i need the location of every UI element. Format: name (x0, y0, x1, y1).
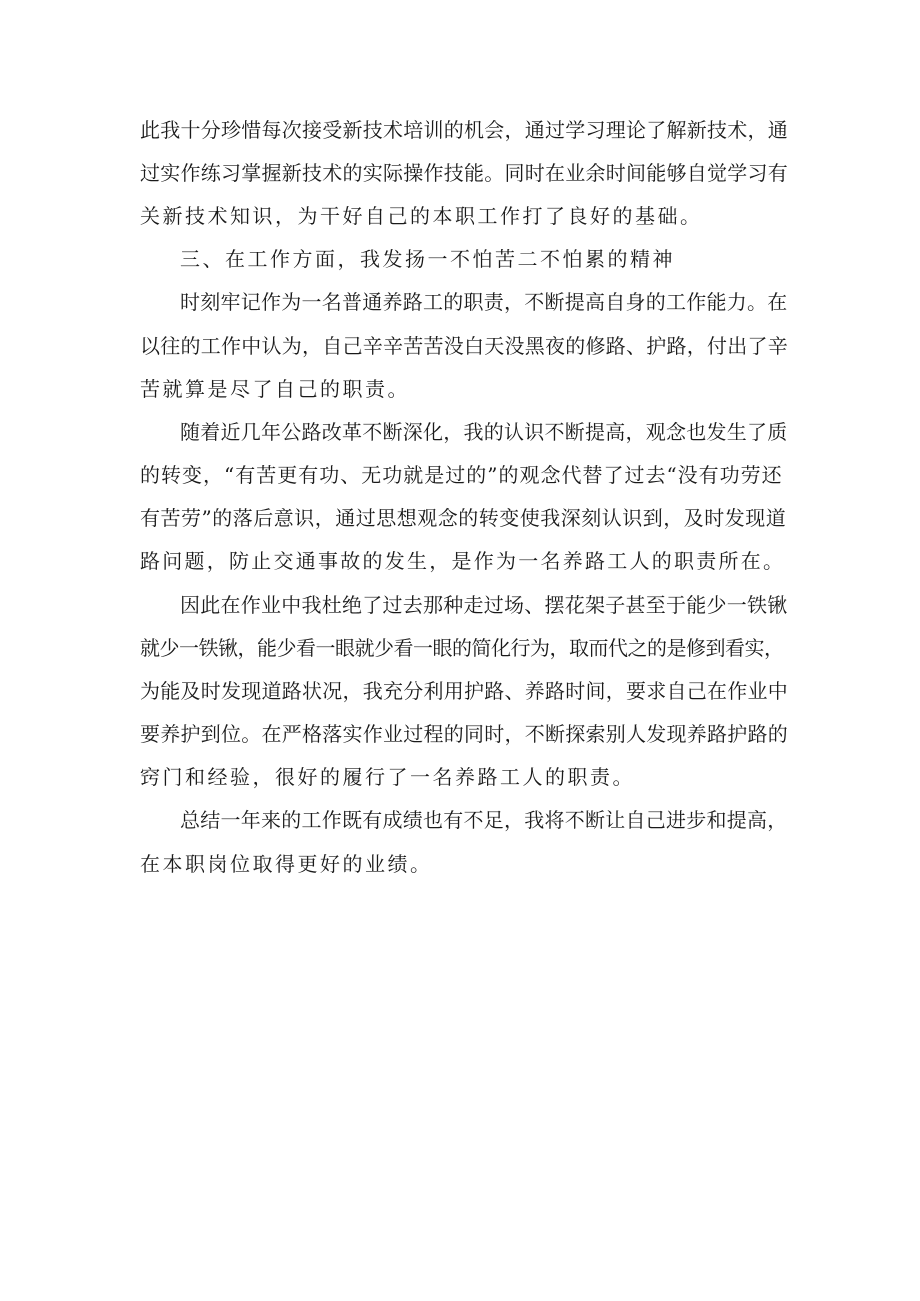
text-line: 在本职岗位取得更好的业绩。 (140, 852, 433, 876)
text-line: 关新技术知识，为干好自己的本职工作打了良好的基础。 (140, 204, 703, 228)
text-line: 有苦劳”的落后意识，通过思想观念的转变使我深刻认识到，及时发现道 (140, 506, 787, 530)
text-line: 随着近几年公路改革不断深化，我的认识不断提高，观念也发生了质 (180, 420, 788, 444)
text-line: 苦就算是尽了自己的职责。 (140, 377, 410, 401)
text-line: 就少一铁锹，能少看一眼就少看一眼的简化行为，取而代之的是修到看实， (140, 636, 784, 660)
text-line: 要养护到位。在严格落实作业过程的同时，不断探索别人发现养路护路的 (140, 722, 788, 746)
text-line: 路问题，防止交通事故的发生，是作为一名养路工人的职责所在。 (140, 549, 786, 573)
text-line: 过实作练习掌握新技术的实际操作技能。同时在业余时间能够自觉学习有 (140, 161, 788, 185)
text-line: 因此在作业中我杜绝了过去那种走过场、摆花架子甚至于能少一铁锹 (180, 593, 788, 617)
text-line: 此我十分珍惜每次接受新技术培训的机会，通过学习理论了解新技术，通 (140, 118, 788, 142)
text-line: 总结一年来的工作既有成绩也有不足，我将不断让自己进步和提高， (180, 808, 788, 832)
text-line: 以往的工作中认为，自己辛辛苦苦没白天没黑夜的修路、护路，付出了辛 (140, 334, 788, 358)
text-line: 时刻牢记作为一名普通养路工的职责，不断提高自身的工作能力。在 (180, 290, 788, 314)
text-line: 为能及时发现道路状况，我充分利用护路、养路时间，要求自己在作业中 (140, 679, 788, 703)
text-line: 的转变，“有苦更有功、无功就是过的”的观念代替了过去“没有功劳还 (140, 463, 783, 487)
section-heading: 三、在工作方面，我发扬一不怕苦二不怕累的精神 (180, 247, 675, 271)
text-line: 窍门和经验，很好的履行了一名养路工人的职责。 (140, 765, 635, 789)
